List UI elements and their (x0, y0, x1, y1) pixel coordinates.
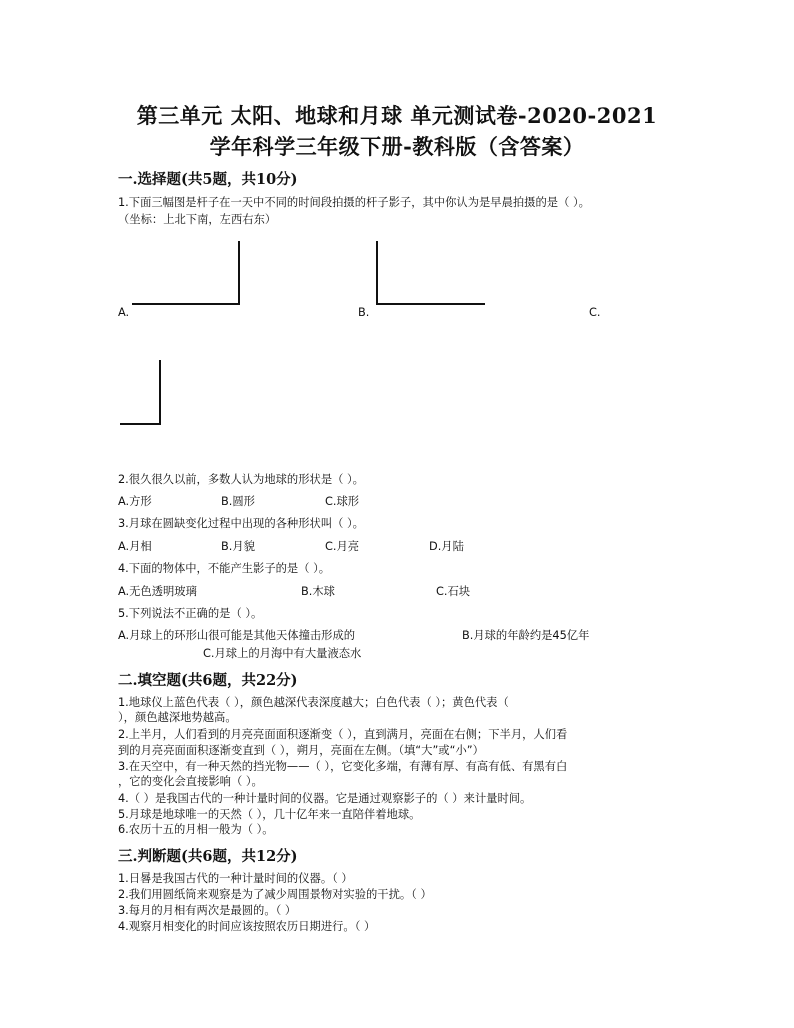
choice-q1-option-b: B. (358, 306, 370, 319)
choice-q2-option-b: B.圆形 (221, 495, 255, 508)
choice-q2-text: 2.很久很久以前，多数人认为地球的形状是（ ）。 (118, 473, 364, 486)
choice-q1-note: （坐标：上北下南，左西右东） (118, 213, 277, 226)
section-heading-judge: 三.判断题(共6题，共12分) (118, 848, 298, 865)
choice-q1-option-a: A. (118, 306, 130, 319)
choice-q4-option-c: C.石块 (436, 585, 471, 598)
fill-q3-text-line-2: ，它的变化会直接影响（ ）。 (118, 775, 263, 788)
choice-q3-option-c: C.月亮 (325, 540, 360, 553)
fill-q6-text: 6.农历十五的月相一般为（ ）。 (118, 823, 274, 836)
judge-q1-text: 1.日晷是我国古代的一种计量时间的仪器。（ ） (118, 872, 353, 885)
choice-q3-text: 3.月球在圆缺变化过程中出现的各种形状叫（ ）。 (118, 517, 364, 530)
choice-q1-text: 1.下面三幅图是杆子在一天中不同的时间段拍摄的杆子影子，其中你认为是早晨拍摄的是（ ）。 (118, 196, 590, 209)
choice-q5-option-b: B.月球的年龄约是45亿年 (462, 629, 590, 642)
choice-q2-option-c: C.球形 (325, 495, 360, 508)
choice-q5-text: 5.下列说法不正确的是（ ）。 (118, 607, 263, 620)
judge-q2-text: 2.我们用圆纸筒来观察是为了减少周围景物对实验的干扰。（ ） (118, 888, 432, 901)
document-title-line-2: 学年科学三年级下册-教科版（含答案） (209, 134, 585, 159)
fill-q3-text-line-1: 3.在天空中，有一种天然的挡光物——（ ），它变化多端，有薄有厚、有高有低、有黑有白 (118, 760, 568, 773)
choice-q2-option-a: A.方形 (118, 495, 152, 508)
choice-q5-option-a: A.月球上的环形山很可能是其他天体撞击形成的 (118, 629, 356, 642)
section-heading-choice: 一.选择题(共5题，共10分) (118, 171, 298, 188)
choice-q3-option-d: D.月陆 (429, 540, 464, 553)
fill-q2-text-line-1: 2.上半月，人们看到的月亮亮面面积逐渐变（ ），直到满月，亮面在右侧；下半月，人们看 (118, 728, 568, 741)
fill-q4-text: 4.（ ）是我国古代的一种计量时间的仪器。它是通过观察影子的（ ）来计量时间。 (118, 792, 532, 805)
fill-q2-text-line-2: 到的月亮亮面面积逐渐变直到（ ），朔月，亮面在左侧。（填“大”或“小”） (118, 744, 484, 757)
fill-q1-text-line-1: 1.地球仪上蓝色代表（ ），颜色越深代表深度越大；白色代表（ ）；黄色代表（ (118, 696, 509, 709)
choice-q3-option-a: A.月相 (118, 540, 152, 553)
judge-q4-text: 4.观察月相变化的时间应该按照农历日期进行。（ ） (118, 920, 376, 933)
document-title-line-1: 第三单元 太阳、地球和月球 单元测试卷-2020-2021 (136, 103, 658, 128)
choice-q5-option-c: C.月球上的月海中有大量液态水 (203, 647, 362, 660)
choice-q1-option-c: C. (589, 306, 601, 319)
section-heading-fill: 二.填空题(共6题，共22分) (118, 672, 298, 689)
choice-q4-option-a: A.无色透明玻璃 (118, 585, 197, 598)
fill-q5-text: 5.月球是地球唯一的天然（ ），几十亿年来一直陪伴着地球。 (118, 808, 421, 821)
judge-q3-text: 3.每月的月相有两次是最圆的。（ ） (118, 904, 297, 917)
choice-q4-option-b: B.木球 (301, 585, 335, 598)
choice-q3-option-b: B.月貌 (221, 540, 255, 553)
choice-q4-text: 4.下面的物体中，不能产生影子的是（ ）。 (118, 562, 331, 575)
fill-q1-text-line-2: ），颜色越深地势越高。 (118, 711, 237, 724)
